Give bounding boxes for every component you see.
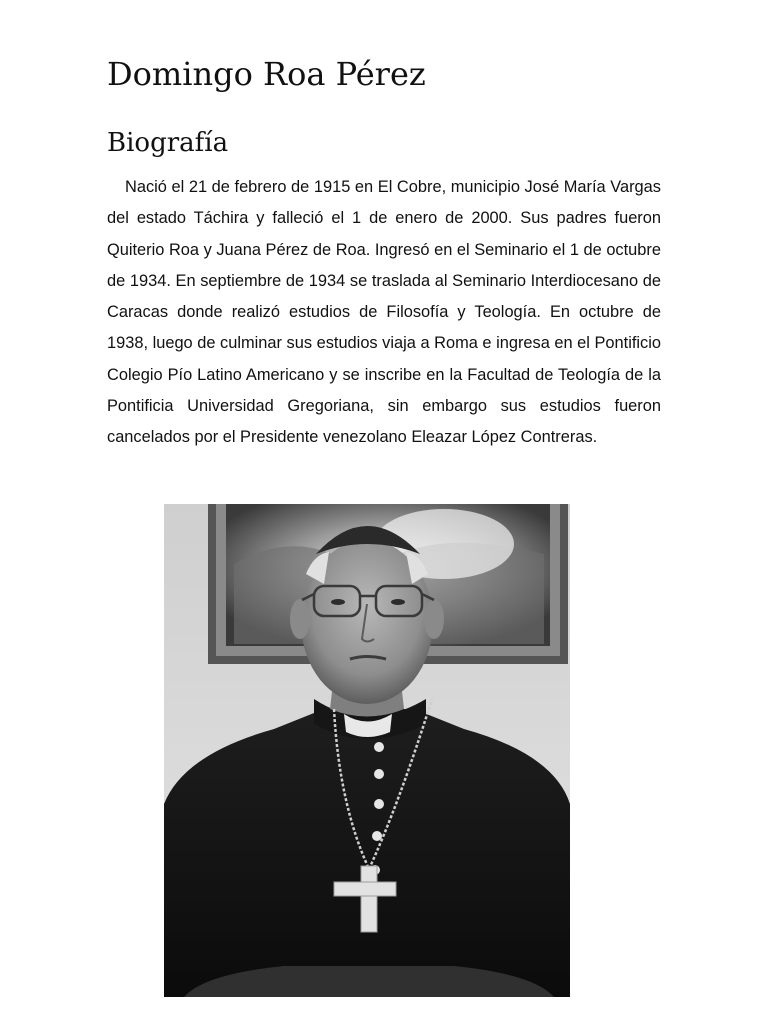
cassock [164, 709, 570, 997]
page-title: Domingo Roa Pérez [107, 55, 426, 93]
biography-paragraph: Nació el 21 de febrero de 1915 en El Cobre, municipio José María Vargas del estado Táchira y falleció el 1 de enero de 2000. Sus padres fueron Quiterio Roa y Juana Pérez de Roa. Ingresó en el Seminario el 1 de octubre de 1934. En septiembre de 1934 se traslada al Seminario Interdiocesano de Caracas donde realizó estudios de Filosofía y Teología. En octubre de 1938, luego de culminar sus estudios viaja a Roma e ingresa en el Pontificio Colegio Pío Latino Americano y se inscribe en la Facultad de Teología de la Pontificia Universidad Gregoriana, sin embargo sus estudios fueron cancelados por el Presidente venezolano Eleazar López Contreras. [107, 178, 661, 447]
portrait-photo-icon [164, 504, 570, 997]
portrait-photo [164, 504, 570, 997]
section-heading-biografia: Biografía [107, 128, 229, 158]
